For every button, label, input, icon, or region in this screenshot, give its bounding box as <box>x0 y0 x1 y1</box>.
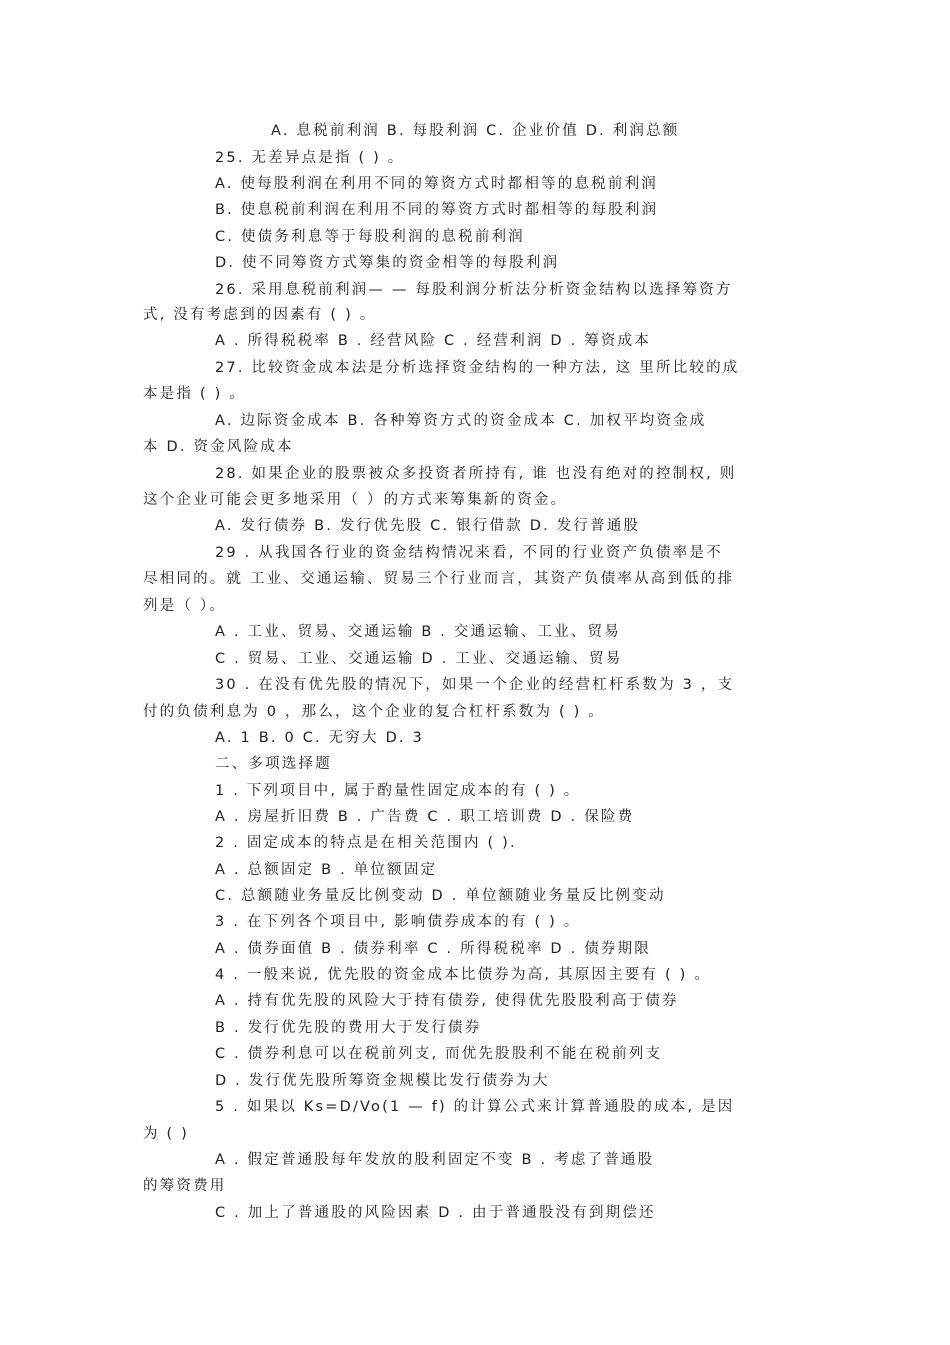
m5-options-ab-line1: A . 假定普通股每年发放的股利固定不变 B . 考虑了普通股 <box>215 1152 655 1168</box>
q25-option-a: A. 使每股利润在利用不同的筹资方式时都相等的息税前利润 <box>215 176 658 192</box>
q27-stem-line1: 27. 比较资金成本法是分析选择资金结构的一种方法, 这 里所比较的成 <box>215 360 740 376</box>
q29-options-ab: A . 工业、贸易、交通运输 B . 交通运输、工业、贸易 <box>215 624 621 640</box>
m2-stem: 2 . 固定成本的特点是在相关范围内 ( ). <box>215 835 517 851</box>
m3-stem: 3 . 在下列各个项目中, 影响债券成本的有 ( ) 。 <box>215 914 581 930</box>
q27-stem-line2: 本是指 ( ) 。 <box>143 386 246 402</box>
q28-stem-line2: 这个企业可能会更多地采用（ ）的方式来筹集新的资金。 <box>143 492 568 508</box>
q29-stem-line2: 尽相同的。就 工业、交通运输、贸易三个行业而言，其资产负债率从高到低的排 <box>143 571 735 587</box>
q27-options-line2: 本 D. 资金风险成本 <box>143 439 294 455</box>
q25-option-c: C. 使债务利息等于每股利润的息税前利润 <box>215 229 525 245</box>
m2-options-ab: A . 总额固定 B . 单位额固定 <box>215 862 438 878</box>
q25-stem: 25. 无差异点是指 ( ) 。 <box>215 150 405 166</box>
q28-options: A. 发行债券 B. 发行优先股 C. 银行借款 D. 发行普通股 <box>215 518 641 534</box>
section-heading-multiple-choice: 二、多项选择题 <box>215 756 332 772</box>
m2-options-cd: C. 总额随业务量反比例变动 D . 单位额随业务量反比例变动 <box>215 888 666 904</box>
q25-option-b: B. 使息税前利润在利用不同的筹资方式时都相等的每股利润 <box>215 202 659 218</box>
q30-stem-line1: 30 . 在没有优先股的情况下，如果一个企业的经营杠杆系数为 3 ，支 <box>215 677 735 693</box>
m5-stem-line2: 为 ( ) <box>143 1126 190 1142</box>
q30-stem-line2: 付的负债利息为 0 ，那么，这个企业的复合杠杆系数为 ( ) 。 <box>143 704 605 720</box>
q25-option-d: D. 使不同筹资方式筹集的资金相等的每股利润 <box>215 255 560 271</box>
q26-stem-line1: 26. 采用息税前利润— — 每股利润分析法分析资金结构以选择筹资方 <box>215 282 733 298</box>
m4-option-a: A . 持有优先股的风险大于持有债券, 使得优先股股利高于债券 <box>215 993 679 1009</box>
m3-options: A . 债券面值 B . 债券利率 C . 所得税税率 D . 债券期限 <box>215 941 651 957</box>
q24-options: A. 息税前利润 B. 每股利润 C. 企业价值 D. 利润总额 <box>271 123 680 139</box>
m5-stem-line1: 5 . 如果以 Ks=D/Vo(1 — f) 的计算公式来计算普通股的成本, 是因 <box>215 1099 735 1115</box>
q26-stem-line2: 式, 没有考虑到的因素有 ( ) 。 <box>143 307 377 323</box>
q29-stem-line3: 列是（ ）。 <box>143 598 227 614</box>
m5-options-ab-line2: 的筹资费用 <box>143 1178 227 1194</box>
q30-options: A. 1 B. 0 C. 无穷大 D. 3 <box>215 730 424 746</box>
q26-options: A . 所得税税率 B . 经营风险 C . 经营利润 D . 筹资成本 <box>215 333 651 349</box>
m4-stem: 4 . 一般来说, 优先股的资金成本比债券为高, 其原因主要有 ( ) 。 <box>215 967 712 983</box>
m4-option-b: B . 发行优先股的费用大于发行债券 <box>215 1020 482 1036</box>
q29-stem-line1: 29 . 从我国各行业的资金结构情况来看, 不同的行业资产负债率是不 <box>215 545 723 561</box>
m1-options: A . 房屋折旧费 B . 广告费 C . 职工培训费 D . 保险费 <box>215 809 635 825</box>
q29-options-cd: C . 贸易、工业、交通运输 D . 工业、交通运输、贸易 <box>215 651 623 667</box>
m4-option-d: D . 发行优先股所筹资金规模比发行债券为大 <box>215 1073 550 1089</box>
m1-stem: 1 . 下列项目中, 属于酌量性固定成本的有 ( ) 。 <box>215 783 581 799</box>
m4-option-c: C . 债券利息可以在税前列支, 而优先股股利不能在税前列支 <box>215 1046 663 1062</box>
m5-options-cd: C . 加上了普通股的风险因素 D . 由于普通股没有到期偿还 <box>215 1205 656 1221</box>
q27-options-line1: A. 边际资金成本 B. 各种筹资方式的资金成本 C. 加权平均资金成 <box>215 413 707 429</box>
q28-stem-line1: 28. 如果企业的股票被众多投资者所持有, 谁 也没有绝对的控制权, 则 <box>215 466 737 482</box>
